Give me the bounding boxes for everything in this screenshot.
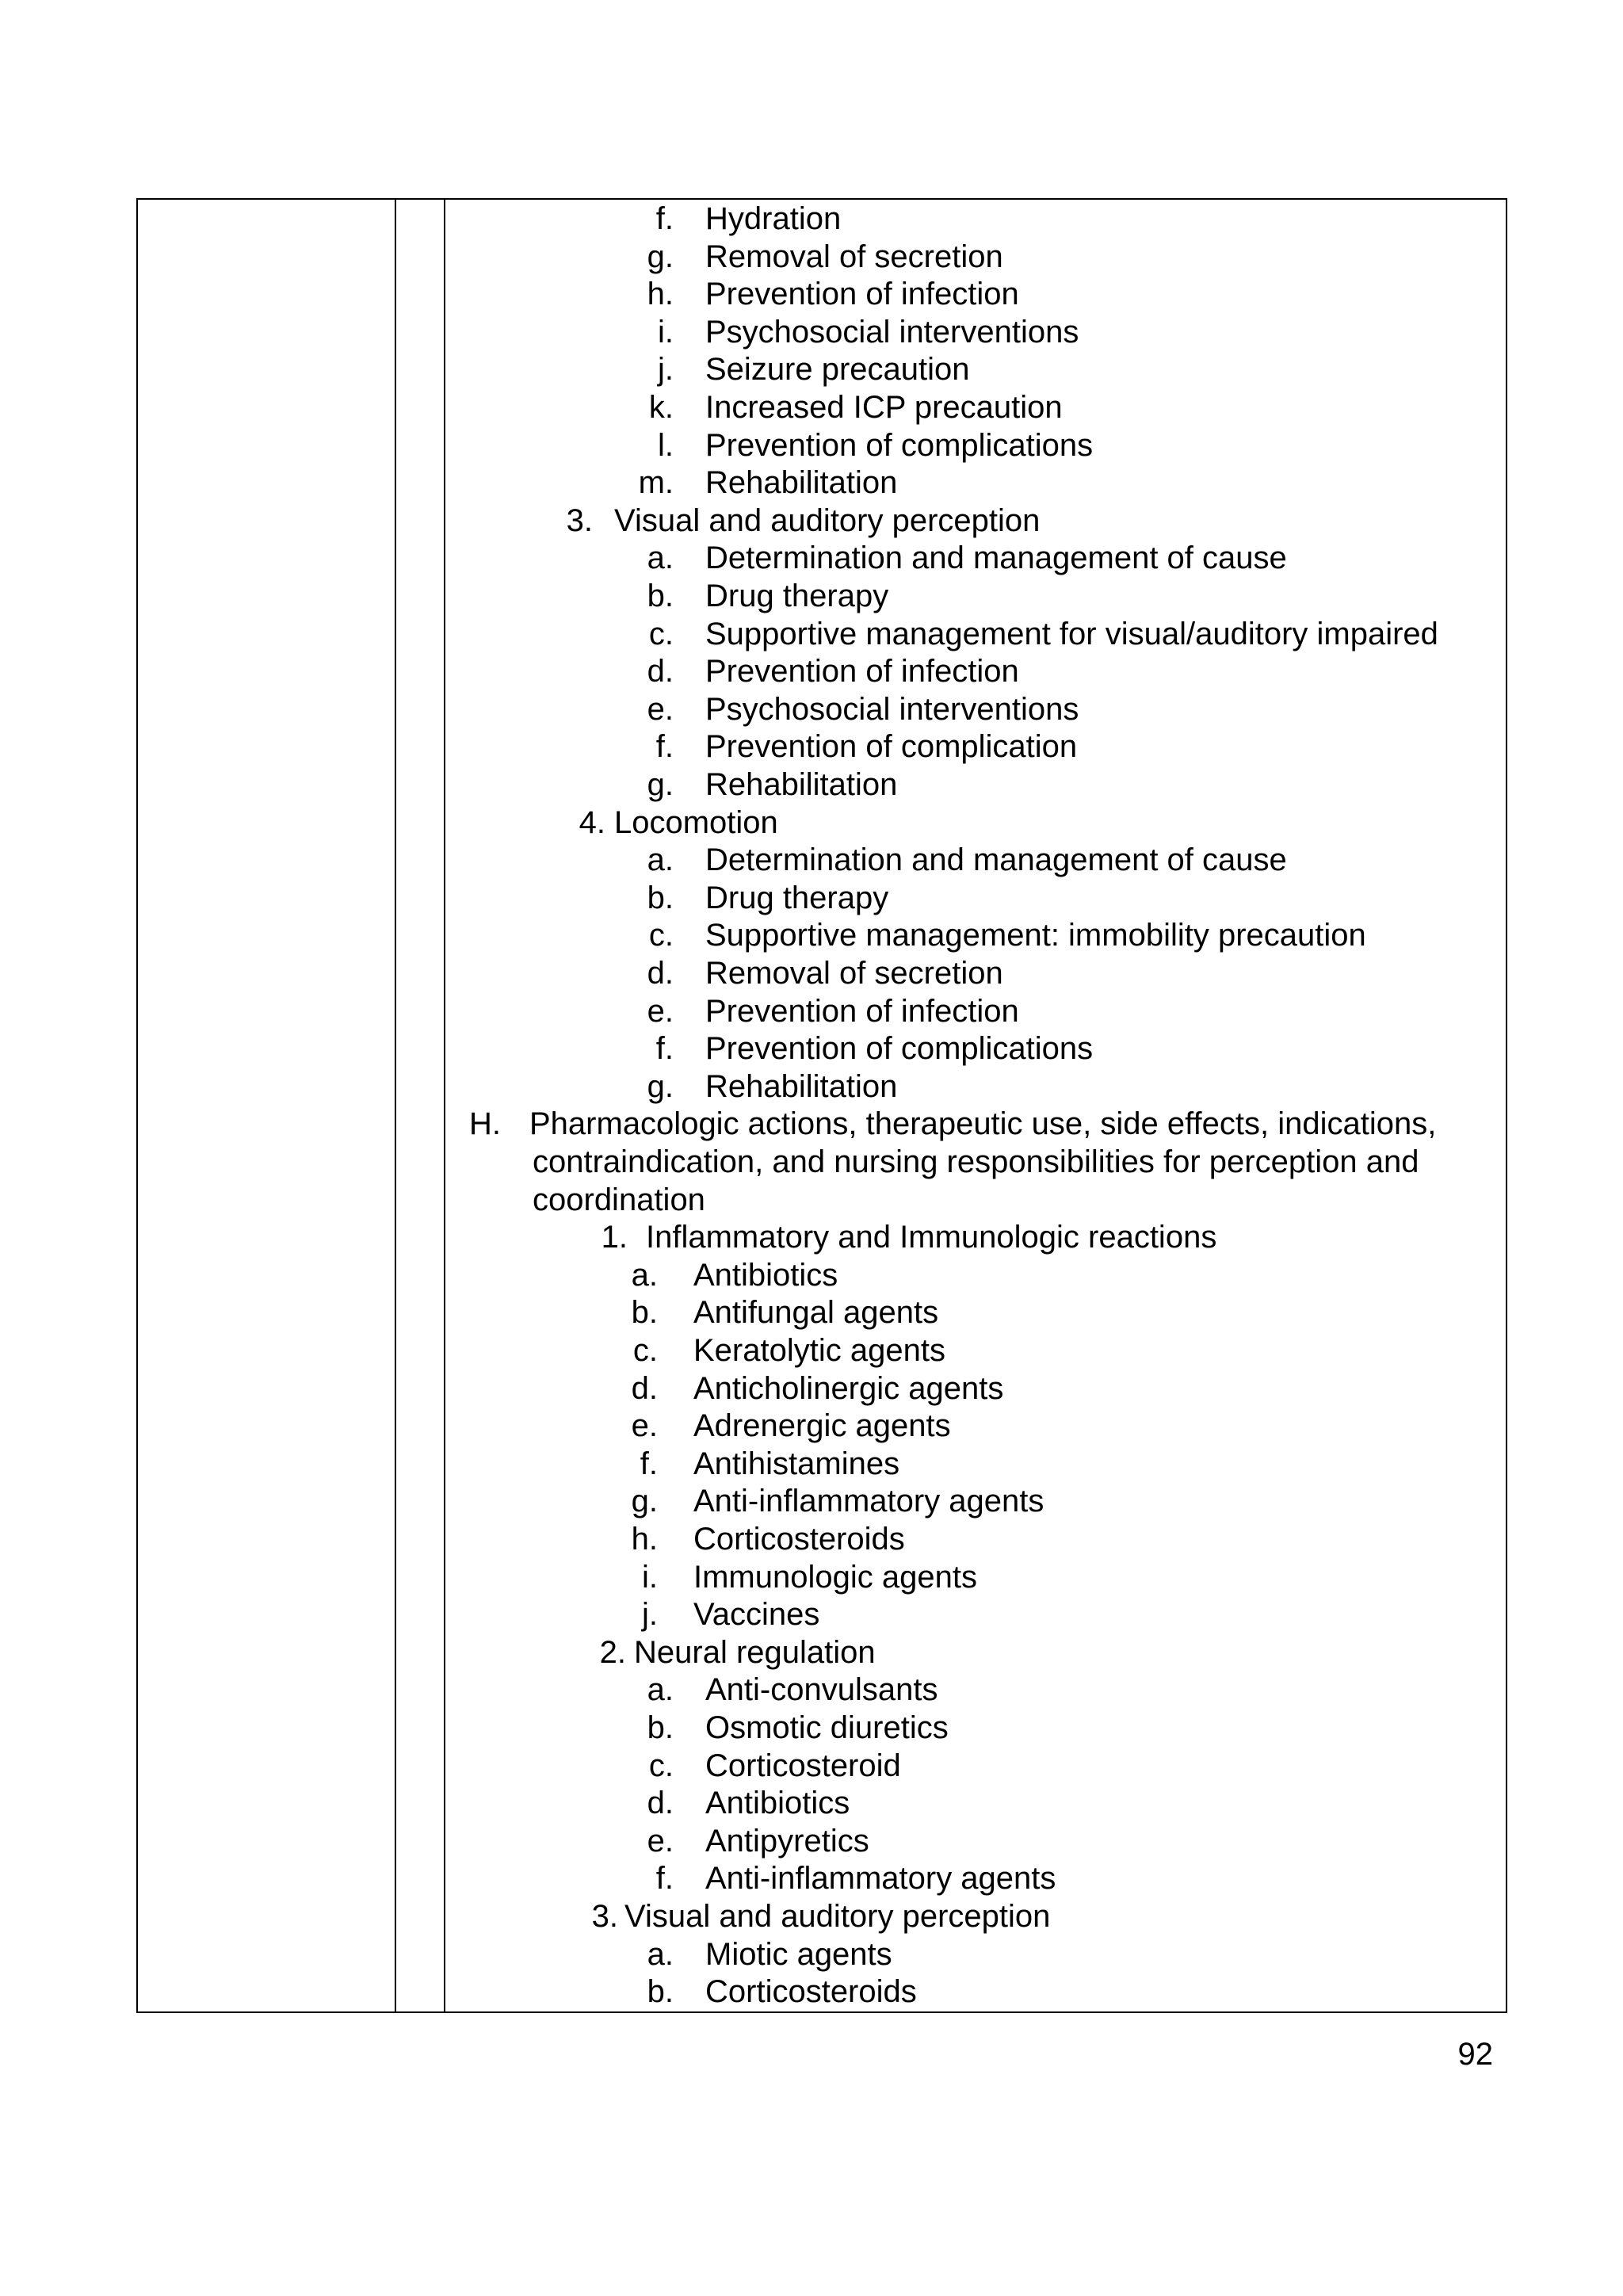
list-item-text: Rehabilitation bbox=[705, 465, 898, 501]
list-marker: 1. bbox=[601, 1220, 628, 1255]
list-item-text: Increased ICP precaution bbox=[705, 390, 1063, 425]
list-marker: i. bbox=[642, 1559, 658, 1595]
list-marker: a. bbox=[647, 842, 674, 878]
list-marker: b. bbox=[647, 1710, 674, 1745]
column-divider bbox=[395, 200, 396, 2011]
list-marker: d. bbox=[647, 654, 674, 690]
list-marker: a. bbox=[647, 1672, 674, 1708]
list-item-text: Supportive management for visual/auditory impaired bbox=[705, 616, 1438, 651]
list-item-text: Inflammatory and Immunologic reactions bbox=[646, 1220, 1217, 1255]
list-item-text: Drug therapy bbox=[705, 579, 889, 613]
list-item-text: Removal of secretion bbox=[705, 956, 1003, 991]
list-item-text: Supportive management: immobility precaution bbox=[705, 918, 1366, 953]
list-item-text: Psychosocial interventions bbox=[705, 691, 1079, 727]
list-marker: d. bbox=[631, 1370, 658, 1406]
list-marker: g. bbox=[647, 1068, 674, 1104]
list-marker: g. bbox=[647, 239, 674, 274]
list-item-text: Hydration bbox=[705, 201, 842, 236]
list-item-text: Visual and auditory perception bbox=[624, 1899, 1051, 1934]
list-marker: a. bbox=[647, 541, 674, 576]
list-marker: f. bbox=[655, 201, 674, 236]
list-item-text: Anticholinergic agents bbox=[693, 1370, 1004, 1406]
list-marker: f. bbox=[640, 1446, 658, 1481]
list-item-text: Prevention of infection bbox=[705, 277, 1019, 312]
list-marker: f. bbox=[655, 1861, 674, 1897]
list-item-text: Determination and management of cause bbox=[705, 541, 1287, 576]
list-marker: j. bbox=[642, 1597, 658, 1633]
list-marker: c. bbox=[648, 918, 674, 953]
list-marker: g. bbox=[631, 1484, 658, 1519]
list-marker: b. bbox=[647, 579, 674, 613]
list-item-text: Anti-convulsants bbox=[705, 1672, 938, 1708]
list-item-text: Removal of secretion bbox=[705, 239, 1003, 274]
list-item-text: Visual and auditory perception bbox=[614, 502, 1041, 538]
list-marker: 4. bbox=[579, 804, 605, 840]
list-marker: i. bbox=[658, 314, 674, 350]
list-item-text: Antibiotics bbox=[693, 1257, 838, 1293]
list-marker: f. bbox=[655, 1031, 674, 1067]
list-item-text: Drug therapy bbox=[705, 880, 889, 915]
list-item-text: Immunologic agents bbox=[693, 1559, 977, 1595]
list-item-text: Anti-inflammatory agents bbox=[693, 1484, 1044, 1519]
list-marker: e. bbox=[647, 691, 674, 727]
list-item-text: Corticosteroid bbox=[705, 1748, 901, 1783]
list-marker: 3. bbox=[591, 1899, 618, 1934]
list-item-text: Adrenergic agents bbox=[693, 1408, 951, 1444]
list-item-text: Prevention of infection bbox=[705, 993, 1019, 1029]
list-item-text: Psychosocial interventions bbox=[705, 314, 1079, 350]
list-marker: a. bbox=[647, 1936, 674, 1972]
list-item-text: Antibiotics bbox=[705, 1786, 850, 1821]
list-item-text: Determination and management of cause bbox=[705, 842, 1287, 878]
outline-content bbox=[444, 198, 1498, 2013]
list-marker: h. bbox=[631, 1522, 658, 1557]
list-item-text: Neural regulation bbox=[634, 1634, 876, 1670]
page-number: 92 bbox=[1457, 2037, 1493, 2072]
list-item-text: Corticosteroids bbox=[693, 1522, 905, 1557]
list-item-text: Prevention of complications bbox=[705, 427, 1094, 463]
list-marker: h. bbox=[647, 277, 674, 312]
list-item-text: Antifungal agents bbox=[693, 1295, 939, 1331]
list-marker: 3. bbox=[566, 502, 593, 538]
list-item-text: Rehabilitation bbox=[705, 1068, 898, 1104]
list-item-text: Seizure precaution bbox=[705, 352, 970, 388]
list-marker: e. bbox=[647, 993, 674, 1029]
list-marker: b. bbox=[647, 880, 674, 915]
list-item-text: Antihistamines bbox=[693, 1446, 900, 1481]
list-marker: d. bbox=[647, 1786, 674, 1821]
list-item-text: Prevention of complication bbox=[705, 729, 1078, 765]
list-item-text: Prevention of complications bbox=[705, 1031, 1094, 1067]
list-marker: c. bbox=[648, 616, 674, 651]
list-item-text: Antipyretics bbox=[705, 1823, 869, 1859]
list-item-text: Miotic agents bbox=[705, 1936, 892, 1972]
list-marker: d. bbox=[647, 956, 674, 991]
list-marker: k. bbox=[648, 390, 674, 425]
list-item-text: Locomotion bbox=[614, 804, 778, 840]
list-marker: b. bbox=[631, 1295, 658, 1331]
list-item-text: Prevention of infection bbox=[705, 654, 1019, 690]
list-marker: f. bbox=[655, 729, 674, 765]
list-marker: e. bbox=[647, 1823, 674, 1859]
list-marker: 2. bbox=[599, 1634, 626, 1670]
list-marker: c. bbox=[632, 1333, 658, 1368]
list-marker: c. bbox=[648, 1748, 674, 1783]
list-item-text: Corticosteroids bbox=[705, 1974, 917, 2010]
list-item-text: Pharmacologic actions, therapeutic use, side effects, indications, bbox=[529, 1106, 1437, 1142]
list-marker: a. bbox=[631, 1257, 658, 1293]
list-marker: l. bbox=[658, 427, 674, 463]
list-marker: H. bbox=[469, 1106, 501, 1142]
list-item-text: Anti-inflammatory agents bbox=[705, 1861, 1056, 1897]
list-marker: e. bbox=[631, 1408, 658, 1444]
list-item-text: coordination bbox=[533, 1182, 705, 1217]
list-item-text: contraindication, and nursing responsibilities for perception and bbox=[533, 1144, 1419, 1179]
list-marker: b. bbox=[647, 1974, 674, 2010]
list-item-text: Osmotic diuretics bbox=[705, 1710, 949, 1745]
list-item-text: Vaccines bbox=[693, 1597, 820, 1633]
list-marker: g. bbox=[647, 767, 674, 802]
list-marker: j. bbox=[658, 352, 674, 388]
list-marker: m. bbox=[638, 465, 674, 501]
list-item-text: Keratolytic agents bbox=[693, 1333, 945, 1368]
list-item-text: Rehabilitation bbox=[705, 767, 898, 802]
